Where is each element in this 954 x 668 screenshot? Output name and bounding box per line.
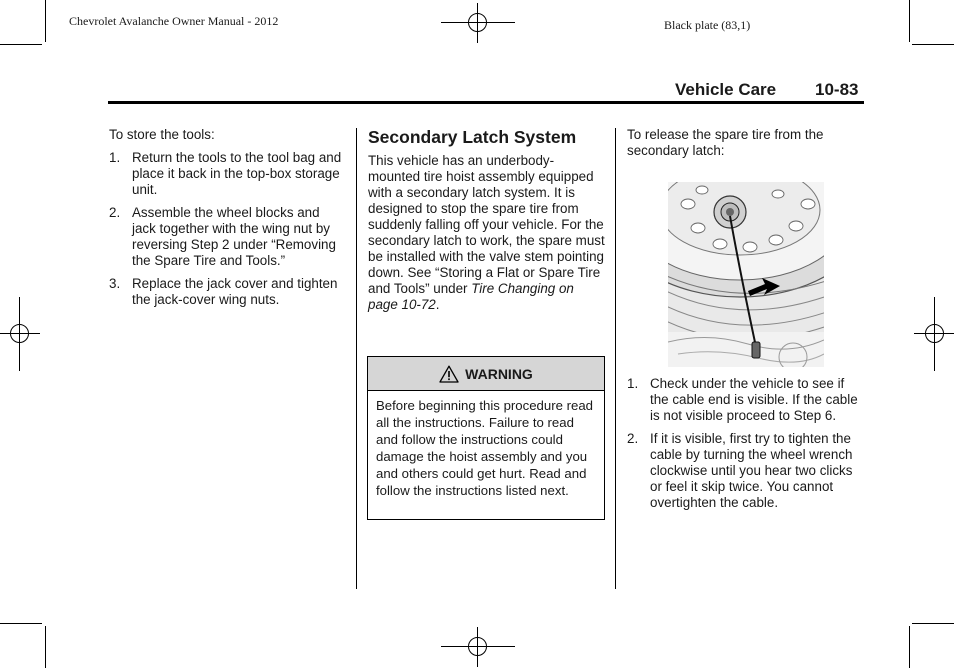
section-title: Secondary Latch System — [368, 127, 577, 147]
step-number: 3. — [109, 276, 121, 291]
column-middle — [368, 127, 606, 313]
step-text: Replace the jack cover and tighten the jack-cover wing nuts. — [132, 276, 338, 307]
step-number: 1. — [627, 376, 639, 391]
release-steps-block — [627, 376, 865, 511]
crop-mark — [909, 626, 910, 668]
store-tools-intro: To store the tools: — [109, 127, 215, 142]
list-item — [627, 376, 865, 424]
warning-header — [368, 357, 604, 391]
page-number: 10-83 — [815, 80, 859, 99]
crop-mark — [912, 623, 954, 624]
step-number: 1. — [109, 150, 121, 165]
crop-mark — [909, 0, 910, 42]
release-intro: To release the spare tire from the secondary latch: — [627, 127, 824, 158]
manual-title: Chevrolet Avalanche Owner Manual - 2012 — [69, 14, 279, 28]
list-item — [109, 205, 345, 269]
step-text: Check under the vehicle to see if the cable end is visible. If the cable is not visible proceed to Step 6. — [650, 376, 858, 423]
list-item — [109, 150, 345, 198]
registration-mark-icon — [0, 297, 40, 371]
column-right — [627, 127, 865, 159]
list-item — [109, 276, 345, 308]
registration-mark-icon — [441, 3, 515, 43]
header-rule — [108, 101, 864, 104]
description-end: . — [435, 297, 440, 312]
warning-box — [367, 356, 605, 520]
section-heading: Vehicle Care — [675, 80, 777, 99]
column-divider — [356, 128, 357, 589]
release-steps — [627, 376, 865, 511]
step-number: 2. — [109, 205, 121, 220]
crop-mark — [912, 44, 954, 45]
column-divider — [615, 128, 616, 589]
warning-triangle-icon — [439, 365, 459, 383]
store-tools-steps — [109, 150, 345, 308]
registration-mark-icon — [914, 297, 954, 371]
warning-label: WARNING — [465, 365, 533, 382]
step-text: Return the tools to the tool bag and place it back in the top-box storage unit. — [132, 150, 342, 197]
crop-mark — [45, 0, 46, 42]
step-text: Assemble the wheel blocks and jack together with the wing nut by reversing Step 2 under “Removing the Spare Tire and Tools.” — [132, 205, 336, 268]
plate-label: Black plate (83,1) — [664, 18, 751, 32]
spare-tire-cable-illustration — [668, 182, 824, 367]
crop-mark — [0, 623, 42, 624]
secondary-latch-description — [368, 153, 606, 313]
step-number: 2. — [627, 431, 639, 446]
warning-text: Before beginning this procedure read all the instructions. Failure to read and follow the instructions could damage the hoist assembly and you and others could get hurt. Read and follow the instructions listed next. — [376, 398, 594, 498]
list-item — [627, 431, 865, 511]
cross-reference: Tire Changing on page 10-72 — [368, 281, 574, 312]
description-text: This vehicle has an underbody-mounted tire hoist assembly equipped with a secondary latch system. It is designed to stop the spare tire from suddenly falling off your vehicle. For the secondary latch to work, the spare must be installed with the valve stem pointing down. See “Storing a Flat or Spare Tire and Tools” under — [368, 153, 605, 296]
crop-mark — [45, 626, 46, 668]
crop-mark — [0, 44, 42, 45]
column-left — [109, 127, 345, 308]
step-text: If it is visible, first try to tighten the cable by turning the wheel wrench clockwise until you hear two clicks or feel it skip twice. You cannot overtighten the cable. — [650, 431, 853, 510]
registration-mark-icon — [441, 627, 515, 667]
